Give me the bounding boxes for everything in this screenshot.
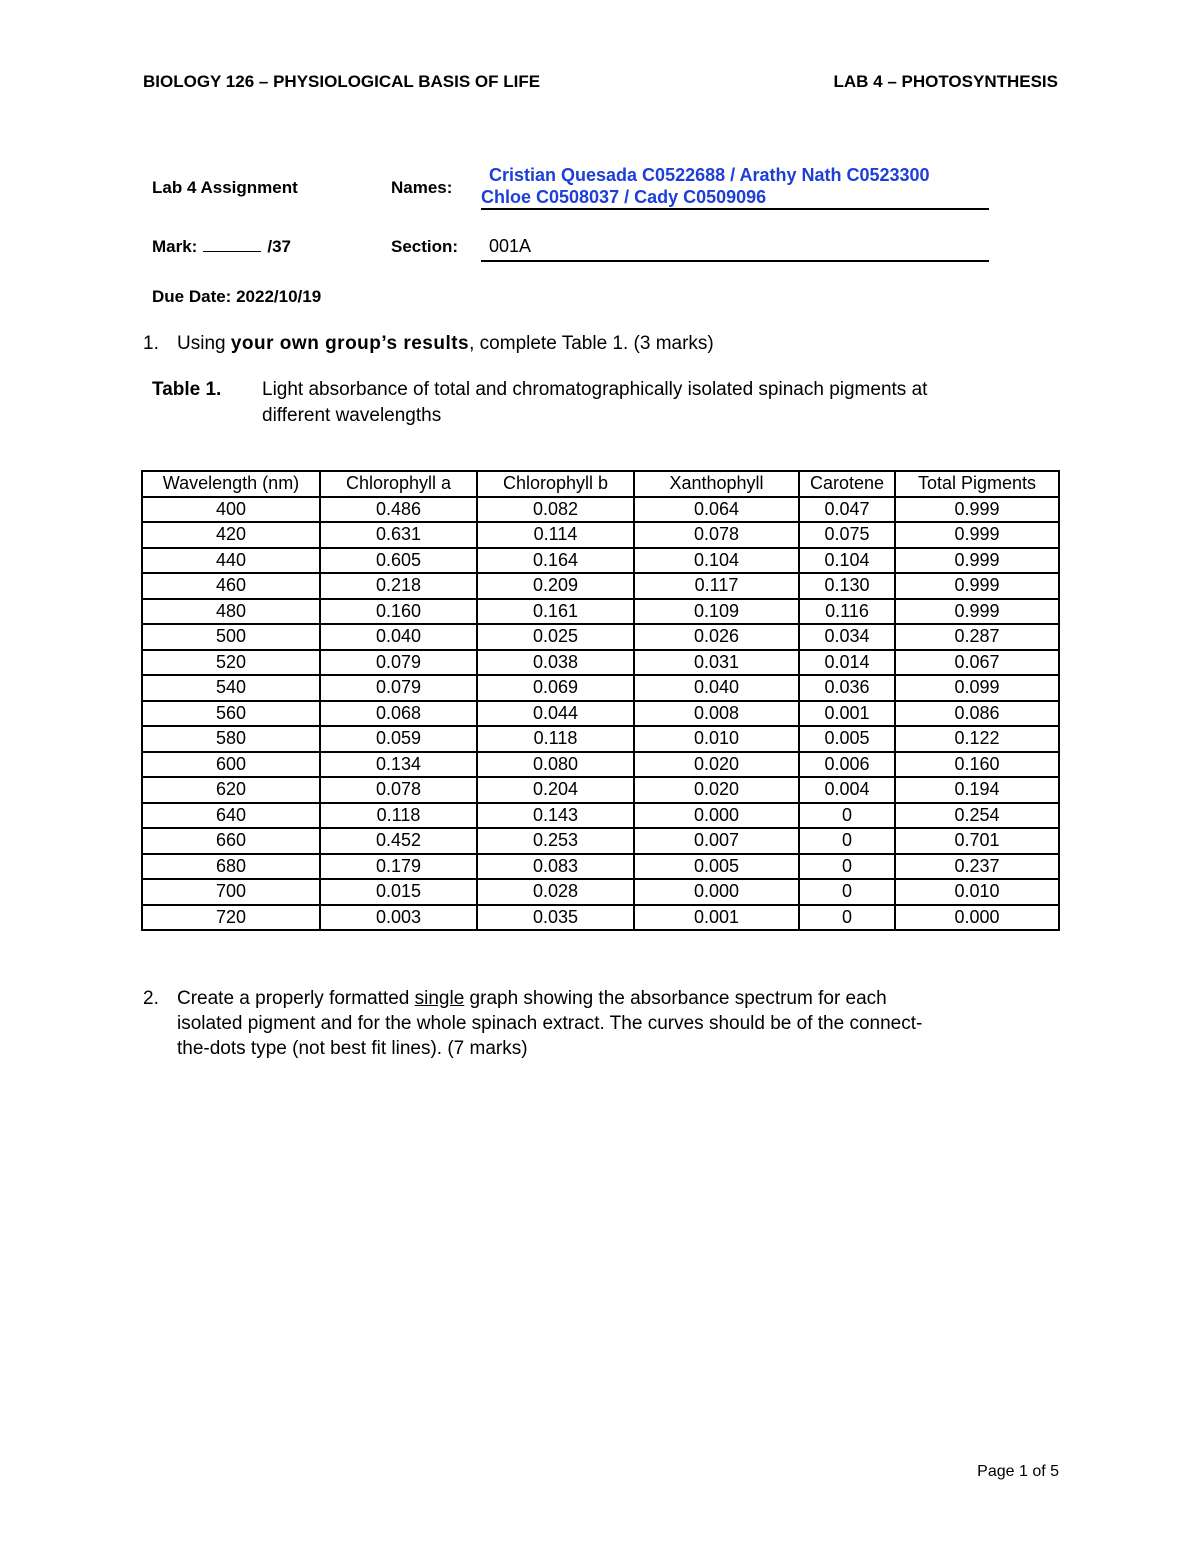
- question-1-emphasis: your own group’s results: [230, 333, 470, 354]
- table-cell: 0.209: [477, 573, 634, 599]
- table-row: [142, 828, 1059, 854]
- table-cell: 0.036: [799, 675, 895, 701]
- question-2-underlined: single: [414, 988, 465, 1009]
- table-cell: 0.059: [320, 726, 477, 752]
- table-cell: 0.004: [799, 777, 895, 803]
- table-cell: 0.104: [634, 548, 799, 574]
- table-cell: 680: [142, 854, 320, 880]
- question-1-text-after: , complete Table 1. (3 marks): [469, 333, 714, 354]
- table-cell: 0.161: [477, 599, 634, 625]
- table-cell: 0: [799, 905, 895, 931]
- table-cell: 0.109: [634, 599, 799, 625]
- table-cell: 0.130: [799, 573, 895, 599]
- table-row: [142, 573, 1059, 599]
- mark-total: /37: [267, 237, 291, 256]
- table-cell: 0.010: [634, 726, 799, 752]
- table-cell: 0.160: [895, 752, 1059, 778]
- table-cell: 0.079: [320, 675, 477, 701]
- table-row: [142, 905, 1059, 931]
- due-date-label: Due Date:: [152, 287, 232, 306]
- table-cell: 0.122: [895, 726, 1059, 752]
- table-cell: 0.605: [320, 548, 477, 574]
- table-cell: 0.082: [477, 497, 634, 523]
- column-header: Xanthophyll: [634, 471, 799, 497]
- table-cell: 600: [142, 752, 320, 778]
- table-cell: 0.104: [799, 548, 895, 574]
- table-cell: 640: [142, 803, 320, 829]
- table-row: [142, 650, 1059, 676]
- table-cell: 660: [142, 828, 320, 854]
- table-cell: 0.999: [895, 573, 1059, 599]
- table-cell: 0.086: [895, 701, 1059, 727]
- table-cell: 0.218: [320, 573, 477, 599]
- table-cell: 540: [142, 675, 320, 701]
- due-date-row: [152, 287, 321, 307]
- question-2-text-after: graph showing the absorbance spectrum for each: [464, 988, 887, 1009]
- section-field[interactable]: 001A: [481, 236, 989, 262]
- mark-blank-field[interactable]: [203, 237, 261, 252]
- table-cell: 0.287: [895, 624, 1059, 650]
- table-cell: 0.067: [895, 650, 1059, 676]
- question-1-text-before: Using: [177, 333, 231, 354]
- table-header-row: [142, 471, 1059, 497]
- table-row: [142, 548, 1059, 574]
- table-cell: 0.078: [634, 522, 799, 548]
- table-row: [142, 522, 1059, 548]
- table-cell: 0.040: [634, 675, 799, 701]
- table-cell: 0.034: [799, 624, 895, 650]
- table-cell: 0.999: [895, 599, 1059, 625]
- table-cell: 0.015: [320, 879, 477, 905]
- table-cell: 0.194: [895, 777, 1059, 803]
- table-cell: 0.118: [477, 726, 634, 752]
- table-cell: 400: [142, 497, 320, 523]
- table-cell: 0.020: [634, 752, 799, 778]
- table-cell: 0: [799, 854, 895, 880]
- table-cell: 0.118: [320, 803, 477, 829]
- column-header: Chlorophyll b: [477, 471, 634, 497]
- table-cell: 0.020: [634, 777, 799, 803]
- names-label: Names:: [391, 178, 453, 197]
- question-2-line-2: isolated pigment and for the whole spinach extract. The curves should be of the connect-: [177, 1013, 923, 1034]
- table-row: [142, 497, 1059, 523]
- table-cell: 0.164: [477, 548, 634, 574]
- table-cell: 0.014: [799, 650, 895, 676]
- table-cell: 0.080: [477, 752, 634, 778]
- table-caption-label: Table 1.: [152, 379, 222, 400]
- table-cell: 520: [142, 650, 320, 676]
- column-header: Chlorophyll a: [320, 471, 477, 497]
- table-cell: 0.254: [895, 803, 1059, 829]
- table-cell: 0.083: [477, 854, 634, 880]
- mark-row: [152, 237, 291, 257]
- table-cell: 0.028: [477, 879, 634, 905]
- table-cell: 0.031: [634, 650, 799, 676]
- assignment-label: Lab 4 Assignment: [152, 178, 298, 197]
- table-row: [142, 854, 1059, 880]
- table-cell: 0.114: [477, 522, 634, 548]
- table-row: [142, 624, 1059, 650]
- table-cell: 0.001: [799, 701, 895, 727]
- table-cell: 0.044: [477, 701, 634, 727]
- table-row: [142, 599, 1059, 625]
- page-number: Page 1 of 5: [977, 1463, 1059, 1480]
- table-cell: 0.010: [895, 879, 1059, 905]
- table-cell: 0.999: [895, 548, 1059, 574]
- table-cell: 720: [142, 905, 320, 931]
- table-cell: 0.005: [634, 854, 799, 880]
- lab-header: LAB 4 – PHOTOSYNTHESIS: [833, 72, 1058, 91]
- table-cell: 0.117: [634, 573, 799, 599]
- question-2-line-3: the-dots type (not best fit lines). (7 marks): [177, 1038, 528, 1059]
- table-cell: 0.078: [320, 777, 477, 803]
- table-cell: 0.000: [895, 905, 1059, 931]
- course-header: BIOLOGY 126 – PHYSIOLOGICAL BASIS OF LIFE: [143, 72, 541, 91]
- table-cell: 0.701: [895, 828, 1059, 854]
- table-cell: 0: [799, 879, 895, 905]
- table-cell: 0.026: [634, 624, 799, 650]
- table-cell: 0: [799, 828, 895, 854]
- table-cell: 440: [142, 548, 320, 574]
- table-row: [142, 675, 1059, 701]
- table-row: [142, 726, 1059, 752]
- table-cell: 0.000: [634, 879, 799, 905]
- table-row: [142, 879, 1059, 905]
- table-cell: 700: [142, 879, 320, 905]
- table-cell: 0.143: [477, 803, 634, 829]
- table-cell: 0.040: [320, 624, 477, 650]
- question-2-number: 2.: [143, 988, 159, 1009]
- table-cell: 0.486: [320, 497, 477, 523]
- due-date-value: 2022/10/19: [236, 287, 322, 306]
- table-row: [142, 752, 1059, 778]
- table-cell: 0.008: [634, 701, 799, 727]
- table-cell: 0.068: [320, 701, 477, 727]
- table-cell: 0.035: [477, 905, 634, 931]
- table-cell: 460: [142, 573, 320, 599]
- table-cell: 0.007: [634, 828, 799, 854]
- table-cell: 0.064: [634, 497, 799, 523]
- table-cell: 0.079: [320, 650, 477, 676]
- table-cell: 580: [142, 726, 320, 752]
- table-cell: 0.069: [477, 675, 634, 701]
- section-label: Section:: [391, 237, 459, 256]
- table-cell: 420: [142, 522, 320, 548]
- names-line-2: Chloe C0508037 / Cady C0509096: [481, 187, 767, 207]
- table-cell: 0.253: [477, 828, 634, 854]
- table-row: [142, 803, 1059, 829]
- table-cell: 0.099: [895, 675, 1059, 701]
- table-cell: 0.001: [634, 905, 799, 931]
- table-cell: 0.134: [320, 752, 477, 778]
- table-cell: 0.452: [320, 828, 477, 854]
- column-header: Wavelength (nm): [142, 471, 320, 497]
- table-caption-line-2: different wavelengths: [262, 405, 442, 426]
- table-cell: 0.204: [477, 777, 634, 803]
- table-row: [142, 777, 1059, 803]
- table-cell: 560: [142, 701, 320, 727]
- table-cell: 0.005: [799, 726, 895, 752]
- table-cell: 0.003: [320, 905, 477, 931]
- table-cell: 620: [142, 777, 320, 803]
- table-cell: 0.237: [895, 854, 1059, 880]
- absorbance-table: [141, 470, 1060, 931]
- table-cell: 0.038: [477, 650, 634, 676]
- question-1-number: 1.: [143, 333, 159, 354]
- question-2-text-before: Create a properly formatted: [177, 988, 415, 1009]
- table-caption-line-1: Light absorbance of total and chromatographically isolated spinach pigments at: [262, 379, 928, 400]
- names-line-1: Cristian Quesada C0522688 / Arathy Nath C0523300: [489, 165, 930, 185]
- table-row: [142, 701, 1059, 727]
- table-cell: 0.160: [320, 599, 477, 625]
- table-cell: 0.025: [477, 624, 634, 650]
- table-cell: 0.116: [799, 599, 895, 625]
- table-cell: 0: [799, 803, 895, 829]
- table-cell: 0.075: [799, 522, 895, 548]
- table-cell: 0.999: [895, 497, 1059, 523]
- column-header: Carotene: [799, 471, 895, 497]
- table-cell: 0.006: [799, 752, 895, 778]
- table-cell: 0.999: [895, 522, 1059, 548]
- names-field[interactable]: [481, 164, 989, 210]
- table-cell: 0.179: [320, 854, 477, 880]
- table-cell: 0.631: [320, 522, 477, 548]
- mark-label: Mark:: [152, 237, 198, 256]
- table-cell: 0.000: [634, 803, 799, 829]
- table-cell: 0.047: [799, 497, 895, 523]
- table-cell: 480: [142, 599, 320, 625]
- column-header: Total Pigments: [895, 471, 1059, 497]
- table-cell: 500: [142, 624, 320, 650]
